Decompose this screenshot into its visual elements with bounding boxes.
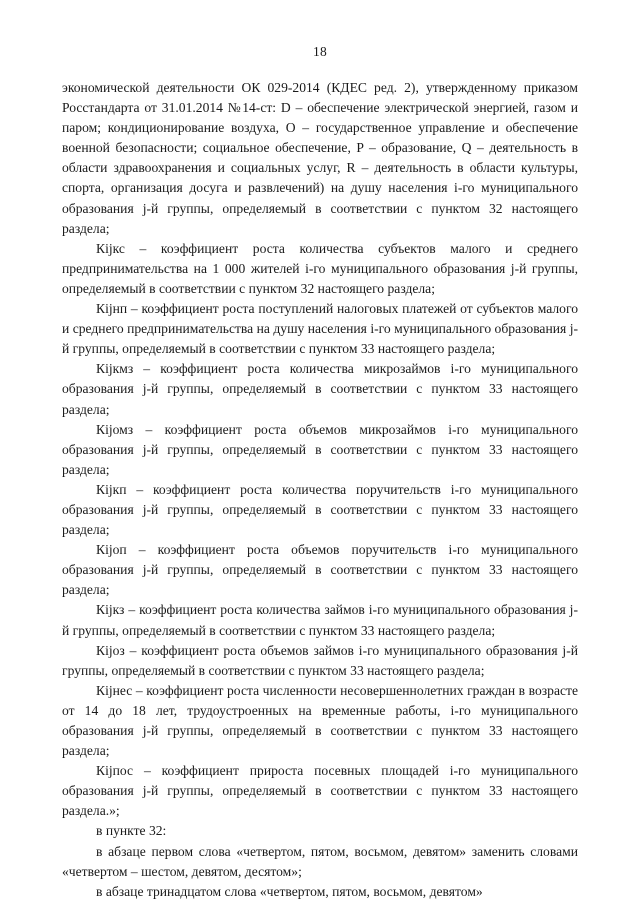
paragraph: Кijоп – коэффициент роста объемов поручительств i-го муниципального образования j-й группы, определяемый в соответствии с пунктом 33 настоящего раздела;: [62, 542, 578, 598]
paragraph: Кijомз – коэффициент роста объемов микрозаймов i-го муниципального образования j-й группы, определяемый в соответствии с пунктом 33 настоящего раздела;: [62, 421, 578, 477]
paragraph: в пункте 32:: [96, 823, 167, 839]
paragraph: в абзаце первом слова «четвертом, пятом, восьмом, девятом» заменить словами «четвертом – шестом, девятом, десятом»;: [62, 843, 578, 879]
paragraph: экономической деятельности ОК 029-2014 (КДЕС ред. 2), утвержденному приказом Росстандарта от 31.01.2014 №14-ст: D – обеспечение электрической энергией, газом и паром; кондиционирование воздуха, O – государственное управление и обеспечение военной безопасности; социальное обеспечение, P – образование, Q – деятельность в области здравоохранения и социальных услуг, R – деятельность в области культуры, спорта, организация досуга и развлечений) на душу населения i-го муниципального образования j-й группы, определяемый в соответствии с пунктом 32 настоящего раздела;: [62, 80, 578, 236]
paragraph: в абзаце тринадцатом слова «четвертом, пятом, восьмом, девятом»: [96, 883, 483, 899]
paragraph: Кijнп – коэффициент роста поступлений налоговых платежей от субъектов малого и среднего предпринимательства на душу населения i-го муниципального образования j-й группы, определяемый в соответствии с пунктом 33 настоящего раздела;: [62, 301, 578, 357]
paragraph: Кijкп – коэффициент роста количества поручительств i-го муниципального образования j-й группы, определяемый в соответствии с пунктом 33 настоящего раздела;: [62, 481, 578, 538]
paragraph: Кijкс – коэффициент роста количества субъектов малого и среднего предпринимательства на 1 000 жителей i-го муниципального образования j-й группы, определяемый в соответствии с пунктом 32 настоящего раздела;: [62, 240, 578, 296]
paragraph: Кijкз – коэффициент роста количества займов i-го муниципального образования j-й группы, определяемый в соответствии с пунктом 33 настоящего раздела;: [62, 602, 578, 638]
paragraph: Кijоз – коэффициент роста объемов займов i-го муниципального образования j-й группы, определяемый в соответствии с пунктом 33 настоящего раздела;: [62, 642, 578, 678]
paragraph: Кijкмз – коэффициент роста количества микрозаймов i-го муниципального образования j-й группы, определяемый в соответствии с пунктом 33 настоящего раздела;: [62, 361, 578, 417]
document-body: [62, 78, 578, 902]
paragraph: Кijнес – коэффициент роста численности несовершеннолетних граждан в возрасте от 14 до 18 лет, трудоустроенных на временные работы, i-го муниципального образования j-й группы, определяемый в соответствии с пунктом 33 настоящего раздела;: [62, 682, 578, 759]
page-number: 18: [313, 44, 327, 59]
paragraph: Кijпос – коэффициент прироста посевных площадей i-го муниципального образования j-й группы, определяемый в соответствии с пунктом 33 настоящего раздела.»;: [62, 763, 578, 819]
